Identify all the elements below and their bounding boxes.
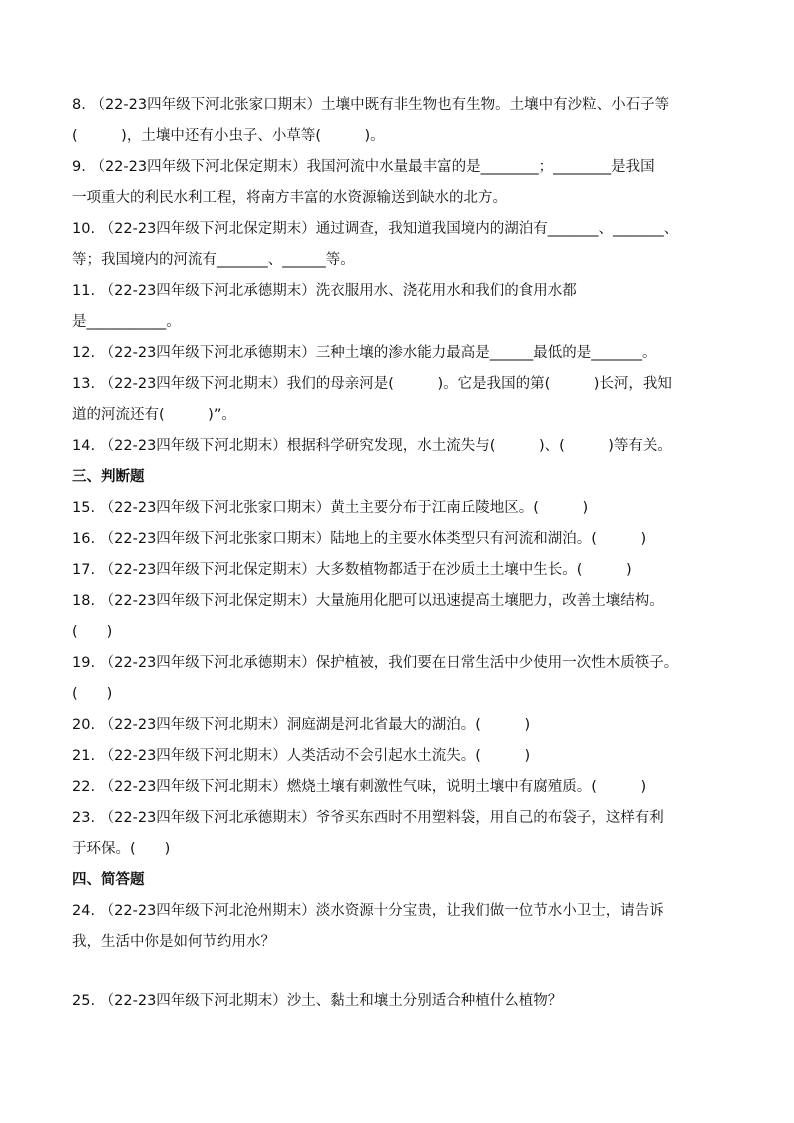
question-12: 12. （22-23四年级下河北承德期末）三种土壤的渗水能力最高是______最低的是_______。 [72,345,657,361]
question-20: 20. （22-23四年级下河北期末）洞庭湖是河北省最大的湖泊。( ) [72,717,531,733]
question-10-line-1: 10. （22-23四年级下河北保定期末）通过调查，我知道我国境内的湖泊有_______、_______、 [72,221,679,237]
question-16: 16. （22-23四年级下河北张家口期末）陆地上的主要水体类型只有河流和湖泊。( ) [72,531,647,547]
question-18-line-2: ( ) [72,624,113,640]
question-25: 25. （22-23四年级下河北期末）沙土、黏土和壤土分别适合种植什么植物？ [72,993,563,1009]
question-18-line-1: 18. （22-23四年级下河北保定期末）大量施用化肥可以迅速提高土壤肥力，改善土壤结构。 [72,593,664,609]
question-11-line-2: 是___________。 [72,314,181,330]
question-23-line-1: 23. （22-23四年级下河北承德期末）爷爷买东西时不用塑料袋，用自己的布袋子，这样有利 [72,810,664,826]
question-22: 22. （22-23四年级下河北期末）燃烧土壤有刺激性气味，说明土壤中有腐殖质。( ) [72,779,647,795]
section-heading-judgment: 三、判断题 [72,469,145,485]
question-14: 14. （22-23四年级下河北期末）根据科学研究发现，水土流失与( )、( )等有关。 [72,438,672,454]
question-10-line-2: 等；我国境内的河流有_______、______等。 [72,252,355,268]
question-9-line-2: 一项重大的利民水利工程，将南方丰富的水资源输送到缺水的北方。 [72,190,507,206]
question-13-line-1: 13. （22-23四年级下河北期末）我们的母亲河是( )。它是我国的第( )长河，我知 [72,376,672,392]
question-19-line-2: ( ) [72,686,113,702]
section-heading-short-answer: 四、简答题 [72,872,145,888]
question-8-line-2: ( )，土壤中还有小虫子、小草等( )。 [72,128,385,144]
question-11-line-1: 11. （22-23四年级下河北承德期末）洗衣服用水、浇花用水和我们的食用水都 [72,283,577,299]
question-17: 17. （22-23四年级下河北保定期末）大多数植物都适于在沙质土土壤中生长。( ) [72,562,632,578]
question-21: 21. （22-23四年级下河北期末）人类活动不会引起水土流失。( ) [72,748,531,764]
question-24-line-1: 24. （22-23四年级下河北沧州期末）淡水资源十分宝贵，让我们做一位节水小卫士，请告诉 [72,903,664,919]
question-23-line-2: 于环保。( ) [72,841,171,857]
answer-space [72,958,732,986]
question-13-line-2: 道的河流还有( )”。 [72,407,236,423]
document-page [72,90,732,1017]
question-8-line-1: 8. （22-23四年级下河北张家口期末）土壤中既有非生物也有生物。土壤中有沙粒、小石子等 [72,97,670,113]
question-19-line-1: 19. （22-23四年级下河北承德期末）保护植被，我们要在日常生活中少使用一次性木质筷子。 [72,655,679,671]
question-24-line-2: 我，生活中你是如何节约用水？ [72,934,275,950]
question-15: 15. （22-23四年级下河北张家口期末）黄土主要分布于江南丘陵地区。( ) [72,500,589,516]
question-9-line-1: 9. （22-23四年级下河北保定期末）我国河流中水量最丰富的是________；________是我国 [72,159,655,175]
